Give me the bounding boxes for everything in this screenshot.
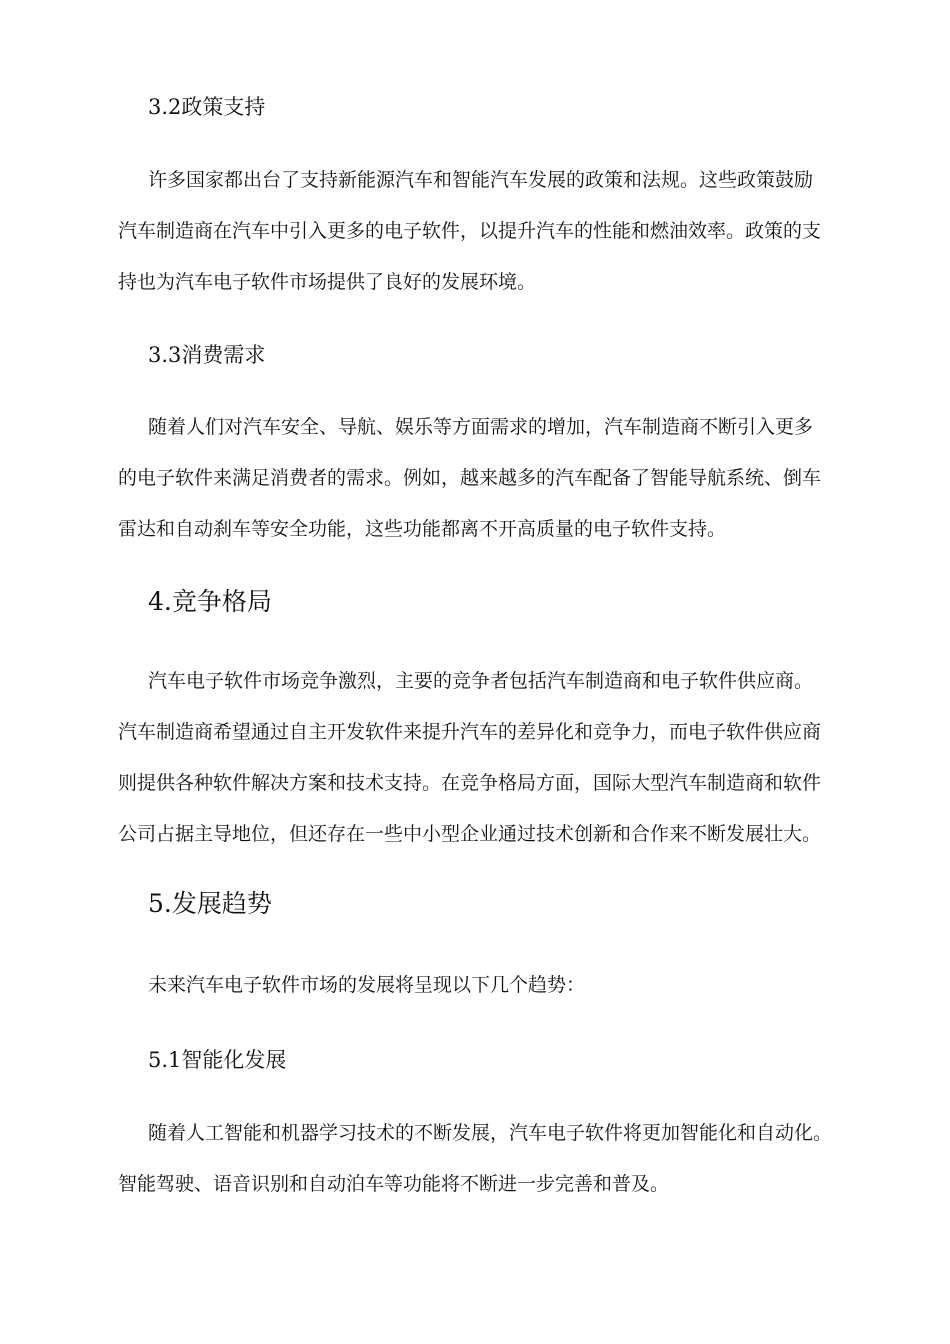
paragraph-line: 公司占据主导地位，但还存在一些中小型企业通过技术创新和合作来不断发展壮大。 [118, 823, 822, 845]
paragraph-line: 汽车制造商希望通过自主开发软件来提升汽车的差异化和竞争力，而电子软件供应商 [118, 721, 822, 743]
paragraph-line: 雷达和自动刹车等安全功能，这些功能都离不开高质量的电子软件支持。 [118, 518, 727, 540]
paragraph-intelligent-development [118, 1108, 848, 1210]
paragraph-line: 持也为汽车电子软件市场提供了良好的发展环境。 [118, 271, 537, 293]
paragraph-line: 汽车电子软件市场竞争激烈，主要的竞争者包括汽车制造商和电子软件供应商。 [148, 670, 814, 692]
section-heading-4: 4.竞争格局 [148, 587, 272, 616]
paragraph-line: 许多国家都出台了支持新能源汽车和智能汽车发展的政策和法规。这些政策鼓励 [148, 169, 814, 191]
section-heading-5-1: 5.1智能化发展 [148, 1048, 287, 1072]
paragraph-line: 汽车制造商在汽车中引入更多的电子软件，以提升汽车的性能和燃油效率。政策的支 [118, 220, 822, 242]
paragraph-competition [118, 656, 848, 860]
paragraph-consumer-demand [118, 402, 848, 555]
paragraph-policy-support [118, 155, 848, 308]
paragraph-line: 随着人工智能和机器学习技术的不断发展，汽车电子软件将更加智能化和自动化。 [148, 1122, 833, 1144]
paragraph-line: 智能驾驶、语音识别和自动泊车等功能将不断进一步完善和普及。 [118, 1173, 670, 1195]
paragraph-line: 的电子软件来满足消费者的需求。例如，越来越多的汽车配备了智能导航系统、倒车 [118, 467, 822, 489]
paragraph-line: 则提供各种软件解决方案和技术支持。在竞争格局方面，国际大型汽车制造商和软件 [118, 772, 822, 794]
paragraph-line: 未来汽车电子软件市场的发展将呈现以下几个趋势： [148, 974, 586, 996]
section-heading-5: 5.发展趋势 [148, 889, 272, 918]
paragraph-line: 随着人们对汽车安全、导航、娱乐等方面需求的增加，汽车制造商不断引入更多 [148, 416, 814, 438]
section-heading-3-2: 3.2政策支持 [148, 95, 266, 119]
paragraph-trends-intro [118, 960, 848, 1011]
section-heading-3-3: 3.3消费需求 [148, 343, 266, 367]
